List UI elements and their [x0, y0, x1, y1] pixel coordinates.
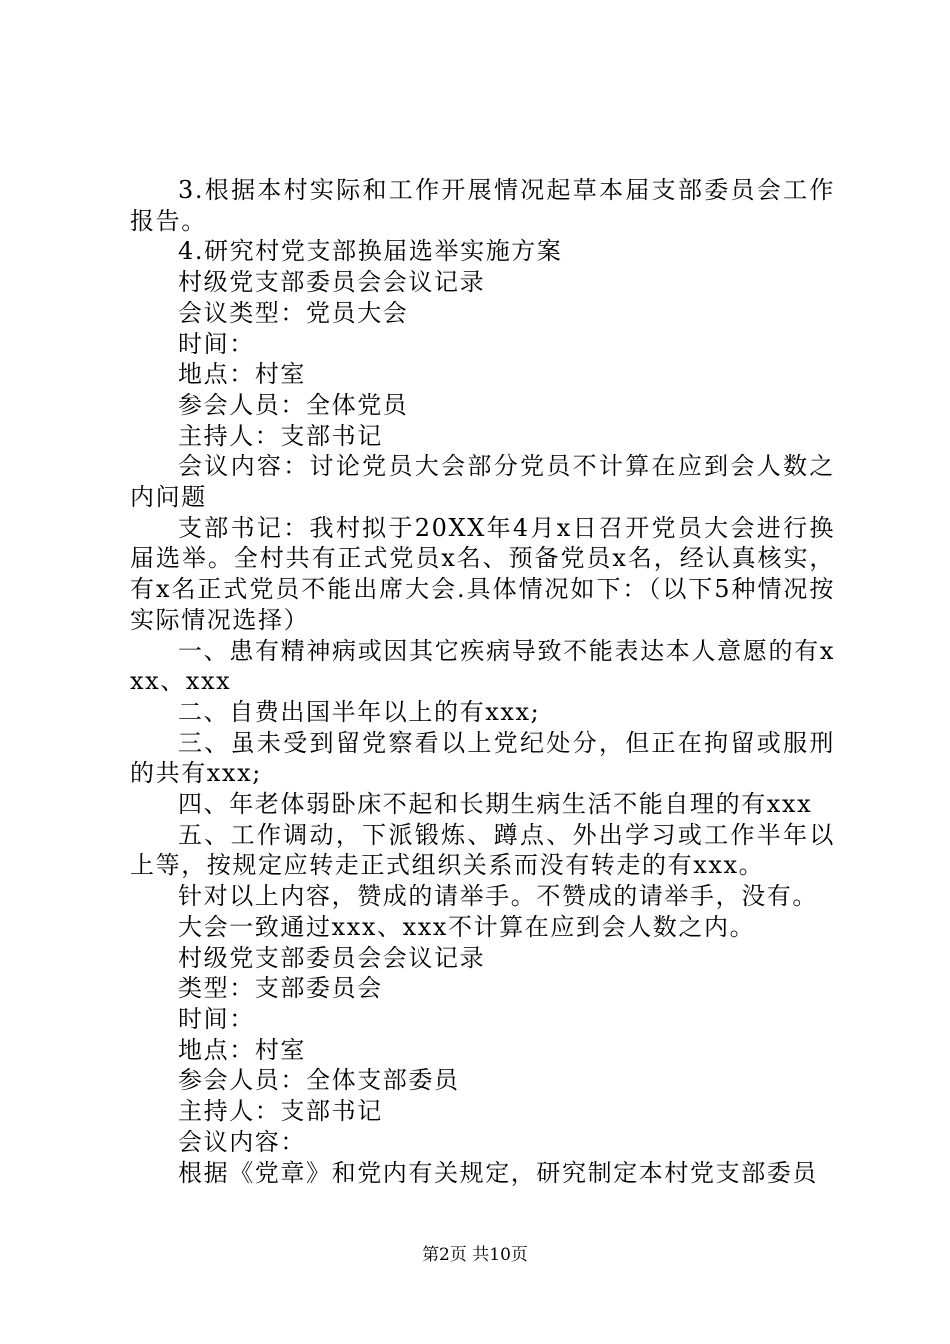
paragraph: 会议内容：讨论党员大会部分党员不计算在应到会人数之内问题	[130, 452, 835, 512]
page-footer	[0, 1244, 950, 1266]
paragraph: 参会人员：全体党员	[178, 390, 409, 419]
paragraph: 村级党支部委员会会议记录	[178, 268, 486, 297]
paragraph: 时间：	[178, 1004, 255, 1033]
paragraph: 地点：村室	[178, 360, 306, 389]
paragraph: 会议类型：党员大会	[178, 298, 409, 327]
paragraph: 二、自费出国半年以上的有xxx;	[178, 697, 541, 726]
paragraph: 针对以上内容，赞成的请举手。不赞成的请举手，没有。	[178, 882, 818, 911]
paragraph: 三、虽未受到留党察看以上党纪处分，但正在拘留或服刑的共有xxx;	[130, 728, 835, 788]
paragraph: 主持人：支部书记	[178, 421, 383, 450]
paragraph: 根据《党章》和党内有关规定，研究制定本村党支部委员	[178, 1158, 818, 1187]
paragraph: 大会一致通过xxx、xxx不计算在应到会人数之内。	[178, 912, 756, 941]
paragraph: 主持人：支部书记	[178, 1097, 383, 1126]
page-number: 第2页 共10页	[422, 1245, 528, 1265]
paragraph: 参会人员：全体支部委员	[178, 1066, 460, 1095]
paragraph: 4.研究村党支部换届选举实施方案	[178, 237, 563, 266]
paragraph: 五、工作调动，下派锻炼、蹲点、外出学习或工作半年以上等，按规定应转走正式组织关系而没有转走的有xxx。	[130, 820, 835, 880]
paragraph: 时间：	[178, 329, 255, 358]
paragraph: 3.根据本村实际和工作开展情况起草本届支部委员会工作报告。	[130, 176, 835, 235]
paragraph: 村级党支部委员会会议记录	[178, 943, 486, 972]
paragraph: 类型：支部委员会	[178, 974, 383, 1003]
paragraph: 支部书记：我村拟于20XX年4月x日召开党员大会进行换届选举。全村共有正式党员x名、预备党员x名，经认真核实，有x名正式党员不能出席大会.具体情况如下：（以下5种情况按实际情况选择）	[130, 513, 835, 634]
paragraph: 会议内容：	[178, 1127, 306, 1156]
paragraph: 一、患有精神病或因其它疾病导致不能表达本人意愿的有xxx、xxx	[130, 636, 835, 696]
document-body	[130, 175, 835, 1188]
paragraph: 地点：村室	[178, 1035, 306, 1064]
paragraph: 四、年老体弱卧床不起和长期生病生活不能自理的有xxx	[178, 790, 813, 819]
